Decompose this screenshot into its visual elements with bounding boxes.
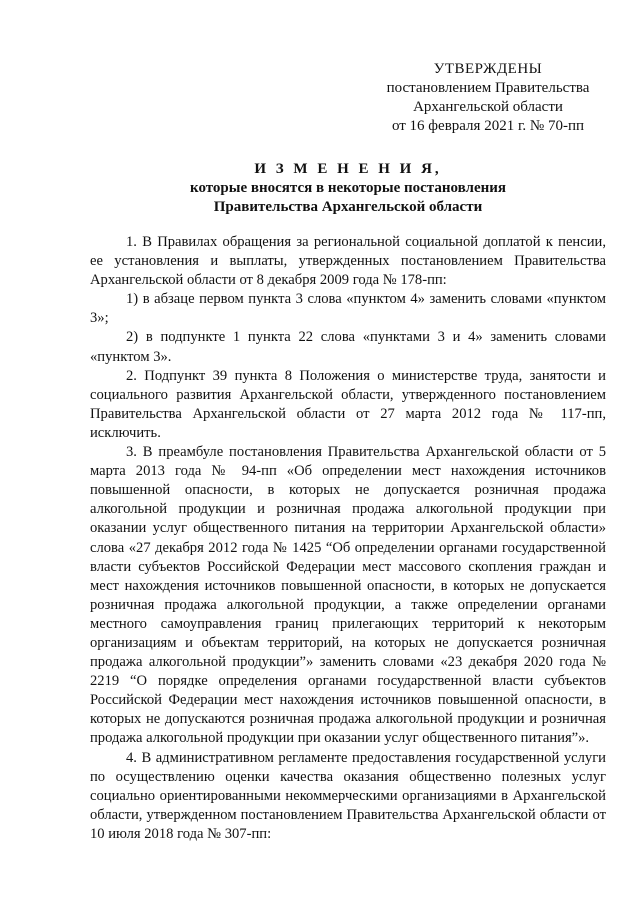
approval-line-1: постановлением Правительства: [386, 80, 590, 96]
approval-line-2: Архангельской области: [413, 99, 563, 115]
paragraph-item-2: 2. Подпункт 39 пункта 8 Положения о министерстве труда, занятости и социального развития Архангельской области, утвержденного постановлением Правительства Архангельской области от 27 марта 2012 года № 117-пп, исключить.: [90, 367, 606, 441]
approval-title: УТВЕРЖДЕНЫ: [433, 61, 543, 77]
document-subtitle-1: которые вносятся в некоторые постановления: [190, 180, 506, 196]
paragraph-item-3: 3. В преамбуле постановления Правительства Архангельской области от 5 марта 2013 года № 94-пп «Об определении мест нахождения источников повышенной опасности, в которых не допускается розничная продажа алкогольной продукции и розничная продажа алкогольной продукции при оказании услуг общественного питания на территории Архангельской области» слова «27 декабря 2012 года № 1425 “Об определении органами государственной власти субъектов Российской Федерации мест массового скопления граждан и мест нахождения источников повышенной опасности, в которых не допускается розничная продажа алкогольной продукции, а также определении органами местного самоуправления границ прилегающих территорий к некоторым организациям и объектам территорий, на которых не допускается розничная продажа алкогольной продукции”» заменить словами «23 декабря 2020 года № 2219 “О порядке определения органами государственной власти субъектов Российской Федерации мест нахождения источников повышенной опасности, в которых не допускаются розничная продажа алкогольной продукции и розничная продажа алкогольной продукции при оказании услуг общественного питания”».: [90, 444, 606, 747]
paragraph-item-4: 4. В административном регламенте предоставления государственной услуги по осуществлению оценки качества оказания общественно полезных услуг социально ориентированными некоммерческими организациями в Архангельской области, утвержденном постановлением Правительства Архангельской области от 10 июля 2018 года № 307-пп:: [90, 749, 606, 842]
approval-stamp: [360, 60, 616, 136]
document-body: [90, 233, 606, 844]
document-subtitle-2: Правительства Архангельской области: [213, 199, 483, 215]
paragraph-subitem-1-1: 1) в абзаце первом пункта 3 слова «пунктом 4» заменить словами «пунктом 3»;: [90, 291, 606, 327]
paragraph-subitem-1-2: 2) в подпункте 1 пункта 22 слова «пунктами 3 и 4» заменить словами «пунктом 3».: [90, 329, 606, 365]
document-title: И З М Е Н Е Н И Я,: [254, 161, 442, 177]
paragraph-item-1: 1. В Правилах обращения за региональной социальной доплатой к пенсии, ее установления и выплаты, утвержденных постановлением Правительства Архангельской области от 8 декабря 2009 года № 178-пп:: [90, 234, 606, 289]
approval-line-3: от 16 февраля 2021 г. № 70-пп: [391, 118, 585, 134]
document-heading: [90, 160, 606, 217]
